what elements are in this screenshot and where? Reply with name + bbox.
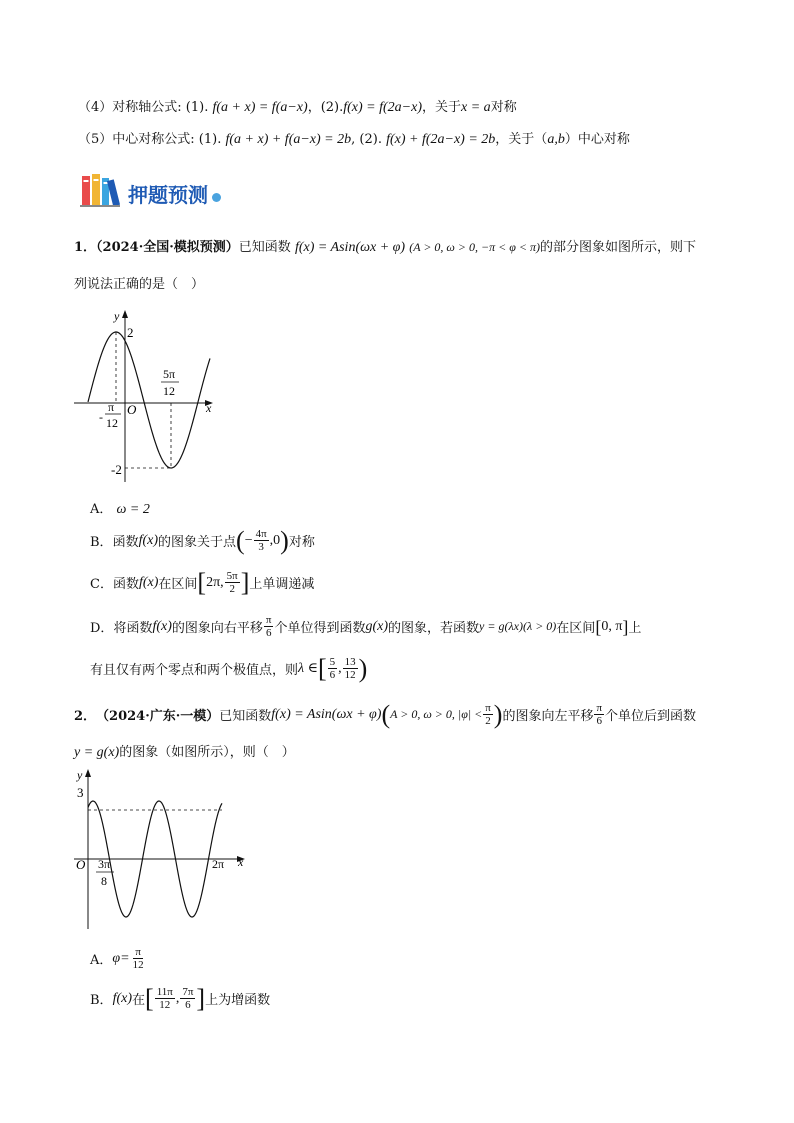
- q2-stem-line1: 2． （2024·广东·一模） 已知函数 f(x) = Asin(ωx + φ) ( A > 0, ω > 0, |φ| < $\frac{\pi}{2}$ ) 的图象向左平移 $\frac{\pi}{6}$ 个单位后到函数: [74, 699, 697, 729]
- q2-option-b-label: B．: [90, 993, 113, 1008]
- q1-option-b-f: f(x): [138, 532, 159, 548]
- q1-option-c-mid: 在区间: [158, 577, 198, 592]
- q1-option-d-interval: 0, π: [601, 618, 623, 634]
- q2-option-b-f: f(x): [112, 990, 132, 1006]
- q2-option-b-post: 上为增函数: [205, 993, 271, 1008]
- q1-option-c-post: 上单调递减: [249, 577, 315, 592]
- q1-option-b-post: 对称: [288, 535, 315, 550]
- q1-option-d-mid2: 个单位得到函数: [274, 621, 366, 636]
- q1-x-label: x: [206, 401, 212, 415]
- q1-left-tick-den: 12: [106, 416, 118, 430]
- q2-option-a: [90, 946, 147, 971]
- formula-4-sep: ，(2).: [307, 100, 344, 115]
- q2-tick-num: 3π: [98, 857, 111, 871]
- q1-right-tick-den: 12: [163, 384, 175, 398]
- q1-option-d-num: π: [265, 614, 272, 626]
- formula-line-5: [78, 128, 630, 148]
- q2-stem-d: y = g(x): [74, 745, 120, 760]
- formula-4-tail-post: 对称: [490, 100, 517, 115]
- q1-option-d-lam: λ ∈: [298, 661, 318, 676]
- formula-5-label: （5）中心对称公式: (1).: [78, 132, 222, 147]
- section-title: 押题预测: [128, 183, 208, 207]
- q1-option-d-line1: D． 将函数 f(x) 的图象向右平移 $\frac{\pi}{6}$ 个单位得到函数 g(x) 的图象，若函数 y = g(λx) (λ > 0) 在区间 [ 0, π ] 上: [90, 614, 642, 639]
- q1-option-b: B． 函数 f(x) 的图象关于点 ( − $\frac{4\pi}{3}$ ,0 ) 对称: [90, 525, 315, 555]
- formula-5-expr1: f(a + x) + f(a−x) = 2b: [225, 132, 352, 147]
- q2-stem-f: f(x) = Asin(ωx + φ): [271, 706, 382, 722]
- formula-4-label: （4）对称轴公式: (1).: [78, 100, 209, 115]
- q1-left-tick-minus: -: [99, 410, 103, 424]
- q1-option-d-line2: 有且仅有两个零点和两个极值点，则 λ ∈ [ $\frac{5}{6}$ , $\frac{13}{12}$ ): [90, 653, 368, 683]
- q1-option-d-pre: 将函数: [113, 621, 153, 636]
- formula-line-4: [78, 96, 517, 116]
- q1-option-d-line2-pre: 有且仅有两个零点和两个极值点，则: [90, 663, 299, 678]
- q2-option-b-pre: 在: [132, 993, 146, 1008]
- formula-4-tail-pre: ，关于: [422, 100, 462, 115]
- q1-option-b-num: 4π: [255, 528, 267, 540]
- section-header: [80, 172, 221, 208]
- formula-4-expr2: f(x) = f(2a−x): [343, 100, 422, 115]
- q2-number: 2．: [74, 709, 97, 724]
- q2-stem-line2: [74, 741, 295, 761]
- q2-stem-a: 已知函数: [219, 709, 272, 724]
- q1-source: （2024·全国·模拟预测）: [96, 240, 239, 255]
- books-icon: [80, 172, 126, 208]
- q2-option-a-num: π: [135, 946, 141, 958]
- q2-cond-a: A > 0, ω > 0, |φ| <: [390, 707, 483, 721]
- q1-option-d-end: 上: [628, 621, 642, 636]
- q1-option-d-d1: 6: [329, 669, 336, 681]
- q1-stem-a: 已知函数: [238, 240, 291, 255]
- q1-option-d-n1: 5: [329, 656, 336, 668]
- q1-stem-cond: (A > 0, ω > 0, −π < φ < π): [409, 240, 540, 254]
- formula-4-expr1: f(a + x) = f(a−x): [212, 100, 308, 115]
- q2-option-b-d2: 6: [185, 999, 191, 1011]
- q1-option-c-label: C．: [90, 577, 113, 592]
- q2-shift-num: π: [596, 702, 603, 714]
- q1-stem-b: 的部分图象如图所示，则下: [539, 240, 696, 255]
- q2-option-a-expr: φ=: [112, 950, 130, 966]
- q1-number: 1．: [74, 240, 97, 255]
- q1-option-c: C． 函数 f(x) 在区间 [ 2π, $\frac{5\pi}{2}$ ] 上单调递减: [90, 567, 315, 597]
- q1-y-label: y: [114, 309, 120, 323]
- q2-option-b-n2: 7π: [182, 986, 194, 998]
- q1-option-d-mid1: 的图象向右平移: [171, 621, 263, 636]
- q1-option-c-pre: 函数: [112, 577, 139, 592]
- q2-option-b-d1: 12: [159, 999, 171, 1011]
- q1-stem-line1: [74, 236, 696, 256]
- q2-max-label: 3: [77, 785, 84, 800]
- q1-option-c-f: f(x): [138, 574, 159, 590]
- q1-stem-f: f(x) = Asin(ωx + φ): [294, 240, 406, 255]
- q1-option-d-n2: 13: [344, 656, 356, 668]
- q1-option-d-g: g(x): [365, 618, 389, 634]
- q1-stem-line2: 列说法正确的是（ ）: [74, 277, 205, 292]
- q2-option-a-label: A．: [90, 953, 113, 968]
- q2-option-b-n1: 11π: [156, 986, 173, 998]
- q2-x-label: x: [238, 855, 244, 869]
- q1-option-c-num: 5π: [226, 570, 238, 582]
- formula-5-tail-pre: ，关于（: [495, 132, 548, 147]
- q2-stem-b: 的图象向左平移: [502, 709, 594, 724]
- q1-option-d-f: f(x): [152, 618, 172, 634]
- q1-sine-curve: [88, 332, 210, 468]
- q1-origin: O: [127, 402, 137, 417]
- q1-option-b-minus: −: [244, 532, 253, 548]
- q2-y-arrow-icon: [85, 769, 91, 777]
- formula-5-sep: , (2).: [351, 132, 382, 147]
- q1-option-b-mid: 的图象关于点: [158, 535, 237, 550]
- formula-5-tail-post: ）中心对称: [564, 132, 630, 147]
- q1-option-d-d2: 12: [344, 669, 356, 681]
- q2-end-label: 2π: [212, 857, 225, 871]
- q1-right-tick-num: 5π: [163, 367, 176, 381]
- q1-option-c-a: 2π,: [206, 574, 224, 590]
- q1-option-b-pre: 函数: [112, 535, 139, 550]
- q1-option-b-den: 3: [258, 541, 264, 553]
- q1-graph: [70, 306, 230, 484]
- q1-option-a-expr: ω = 2: [116, 502, 150, 517]
- q1-option-d-mid4: 在区间: [556, 621, 596, 636]
- q2-cond-den: 2: [485, 715, 491, 727]
- formula-5-expr3: a,b: [547, 132, 565, 147]
- q2-graph: [72, 764, 252, 932]
- q2-option-b: B． f(x) 在 [ $\frac{11\pi}{12}$ , $\frac{7\pi}{6}$ ] 上为增函数: [90, 983, 271, 1013]
- q2-option-a-den: 12: [132, 959, 144, 971]
- formula-4-expr3: x = a: [461, 100, 491, 115]
- q1-option-a: [90, 498, 150, 518]
- q1-option-d-label: D．: [90, 621, 114, 636]
- formula-5-expr2: f(x) + f(2a−x) = 2b: [386, 132, 496, 147]
- q1-option-d-den: 6: [265, 627, 272, 639]
- q1-y-arrow-icon: [122, 310, 128, 318]
- q1-option-b-zero: ,0: [269, 532, 281, 548]
- q1-option-b-label: B．: [90, 535, 113, 550]
- q1-max-label: 2: [127, 325, 134, 340]
- q1-option-a-label: A．: [90, 502, 113, 517]
- q2-source: （2024·广东·一模）: [96, 709, 220, 724]
- q2-y-label: y: [77, 768, 83, 782]
- q2-tick-den: 8: [101, 874, 107, 888]
- q1-option-d-mid3: 的图象，若函数: [388, 621, 480, 636]
- q1-min-label: -2: [111, 462, 122, 477]
- q2-cond-num: π: [485, 702, 491, 714]
- section-dot-icon: [212, 193, 221, 202]
- q2-stem-c: 个单位后到函数: [605, 709, 697, 724]
- q2-origin: O: [76, 857, 86, 872]
- q1-option-c-den: 2: [229, 583, 235, 595]
- q1-option-d-cond: (λ > 0): [523, 619, 557, 633]
- q2-shift-den: 6: [596, 715, 603, 727]
- q2-stem-e: 的图象（如图所示），则（ ）: [119, 745, 295, 760]
- q1-option-d-yfun: y = g(λx): [479, 619, 523, 633]
- q1-left-tick-num: π: [108, 400, 115, 414]
